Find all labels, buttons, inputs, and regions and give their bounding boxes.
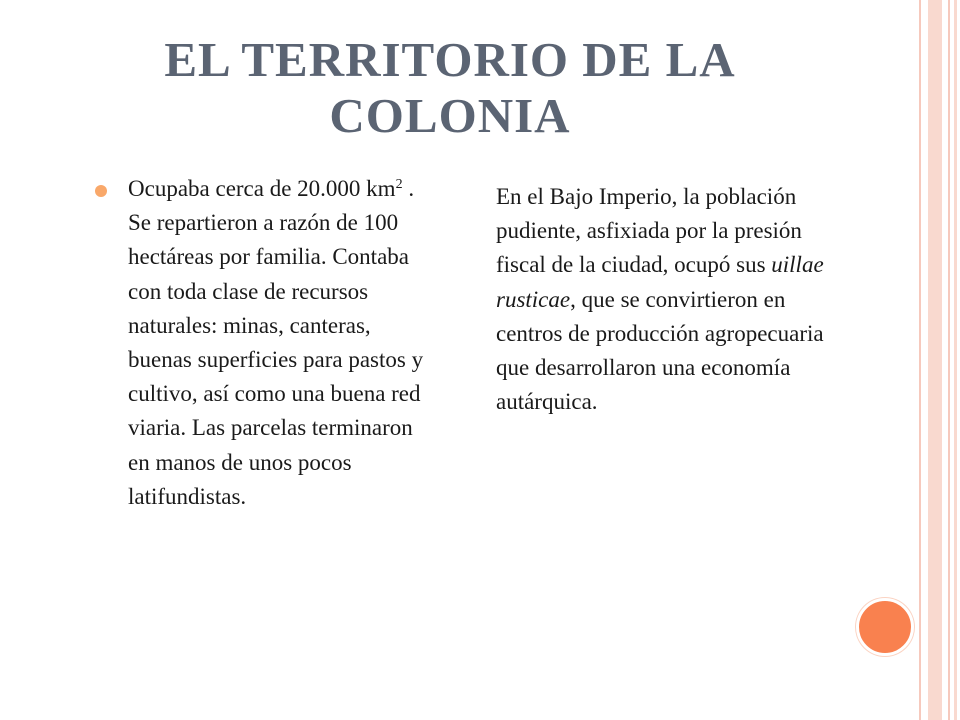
decorative-stripe [928, 0, 942, 720]
right-text-part-1: En el Bajo Imperio, la población pudiente, asfixiada por la presión fiscal de la ciudad, ocupó sus [496, 184, 802, 278]
left-bullet-text [128, 172, 435, 514]
decorative-stripe [954, 0, 957, 720]
right-text-part-2: , que se convirtieron en centros de producción agropecuaria que desarrollaron una economía autárquica. [496, 286, 824, 415]
slide-title [60, 32, 840, 144]
left-column [95, 172, 435, 514]
right-text-italic: uillae rusticae [496, 252, 824, 312]
left-text-part-1: Ocupaba cerca de 20.000 km [128, 176, 396, 201]
slide-title-line-1: EL TERRITORIO DE LA [164, 32, 736, 87]
bullet-icon [95, 185, 107, 197]
slide-title-line-2: COLONIA [329, 88, 571, 143]
decorative-stripe [919, 0, 921, 720]
right-column-text [496, 180, 856, 419]
left-text-part-2: . Se repartieron a razón de 100 hectáreas por familia. Contaba con toda clase de recursos naturales: minas, canteras, buenas superficies para pastos y cultivo, así como una buena red viaria. Las parcelas terminaron en manos de unos pocos latifundistas. [128, 176, 424, 509]
area-superscript: 2 [395, 177, 403, 192]
accent-circle [856, 598, 914, 656]
decorative-stripe [948, 0, 950, 720]
